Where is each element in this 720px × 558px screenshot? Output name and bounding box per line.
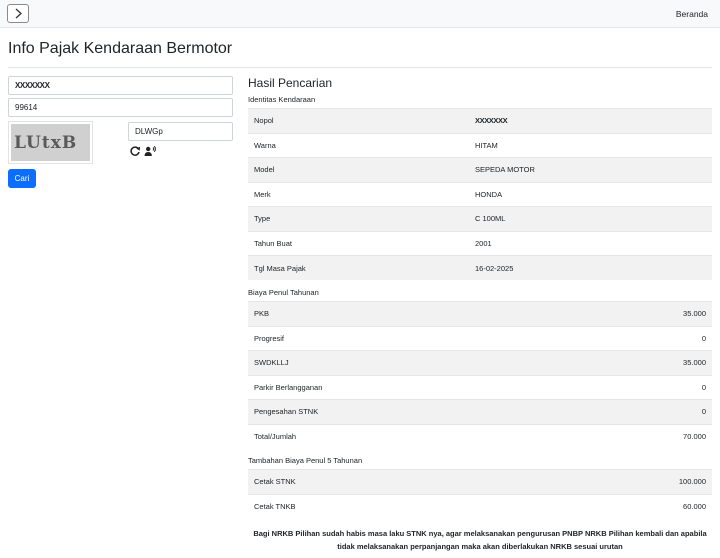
five-year-section-label: Tambahan Biaya Penul 5 Tahunan xyxy=(248,456,363,465)
row-value: 35.000 xyxy=(469,351,712,376)
row-value: 0 xyxy=(469,375,712,400)
row-value: HONDA xyxy=(469,182,712,207)
table-row xyxy=(248,207,712,232)
row-label: Tgl Masa Pajak xyxy=(248,256,469,281)
row-label: PKB xyxy=(248,302,469,327)
captcha-image xyxy=(11,124,90,161)
home-link[interactable]: Beranda xyxy=(675,9,708,19)
row-label: Cetak STNK xyxy=(248,470,469,495)
audio-icon[interactable] xyxy=(144,145,157,157)
table-row xyxy=(248,231,712,256)
row-label: Nopol xyxy=(248,109,469,134)
row-label: SWDKLLJ xyxy=(248,351,469,376)
row-value: C 100ML xyxy=(469,207,712,232)
captcha-input[interactable] xyxy=(128,122,233,141)
table-row xyxy=(248,109,712,134)
table-row xyxy=(248,351,712,376)
identity-section-label: Identitas Kendaraan xyxy=(248,95,316,104)
row-value: 35.000 xyxy=(469,302,712,327)
row-value: 16-02-2025 xyxy=(469,256,712,281)
row-value xyxy=(469,109,712,134)
row-label: Progresif xyxy=(248,326,469,351)
table-row xyxy=(248,182,712,207)
row-label: Cetak TNKB xyxy=(248,494,469,519)
page-title: Info Pajak Kendaraan Bermotor xyxy=(8,40,233,57)
table-row xyxy=(248,375,712,400)
row-label: Model xyxy=(248,158,469,183)
row-label: Tahun Buat xyxy=(248,231,469,256)
annual-section-label: Biaya Penul Tahunan xyxy=(248,288,319,297)
table-row xyxy=(248,133,712,158)
table-row xyxy=(248,302,712,327)
plate-number-input[interactable] xyxy=(8,76,233,95)
table-row xyxy=(248,470,712,495)
table-row xyxy=(248,158,712,183)
table-row xyxy=(248,400,712,425)
navbar xyxy=(0,0,720,28)
row-label: Total/Jumlah xyxy=(248,424,469,449)
plate-code-input[interactable] xyxy=(8,98,233,117)
table-row xyxy=(248,424,712,449)
five-year-fee-table xyxy=(248,469,712,519)
table-row xyxy=(248,494,712,519)
row-value: 0 xyxy=(469,326,712,351)
captcha-tools xyxy=(129,145,157,157)
row-value: 70.000 xyxy=(469,424,712,449)
refresh-icon[interactable] xyxy=(129,145,141,157)
row-label: Type xyxy=(248,207,469,232)
captcha-image-text: LUtxB xyxy=(14,132,78,153)
notice-text: Bagi NRKB Pilihan sudah habis masa laku STNK nya, agar melaksanakan pengurusan PNBP NRKB Pilihan kembali dan apabila tidak melaksanakan perpanjangan maka akan diberlakukan NRKB sesuai urutan xyxy=(253,529,707,551)
plate-value: XXXXXXX xyxy=(475,116,508,126)
row-label: Warna xyxy=(248,133,469,158)
result-heading: Hasil Pencarian xyxy=(248,76,333,90)
row-value: 60.000 xyxy=(469,494,712,519)
chevron-right-icon xyxy=(13,8,23,19)
table-row xyxy=(248,256,712,281)
row-value: SEPEDA MOTOR xyxy=(469,158,712,183)
row-label: Pengesahan STNK xyxy=(248,400,469,425)
search-button[interactable]: Cari xyxy=(8,169,36,188)
annual-fee-table xyxy=(248,301,712,449)
row-value: 100.000 xyxy=(469,470,712,495)
row-value: 2001 xyxy=(469,231,712,256)
row-value: 0 xyxy=(469,400,712,425)
row-value: HITAM xyxy=(469,133,712,158)
table-row xyxy=(248,326,712,351)
identity-table xyxy=(248,108,712,280)
row-label: Parkir Berlangganan xyxy=(248,375,469,400)
title-divider xyxy=(8,67,712,68)
captcha-image-frame xyxy=(8,121,93,164)
row-label: Merk xyxy=(248,182,469,207)
navbar-toggle-button[interactable] xyxy=(7,4,29,23)
